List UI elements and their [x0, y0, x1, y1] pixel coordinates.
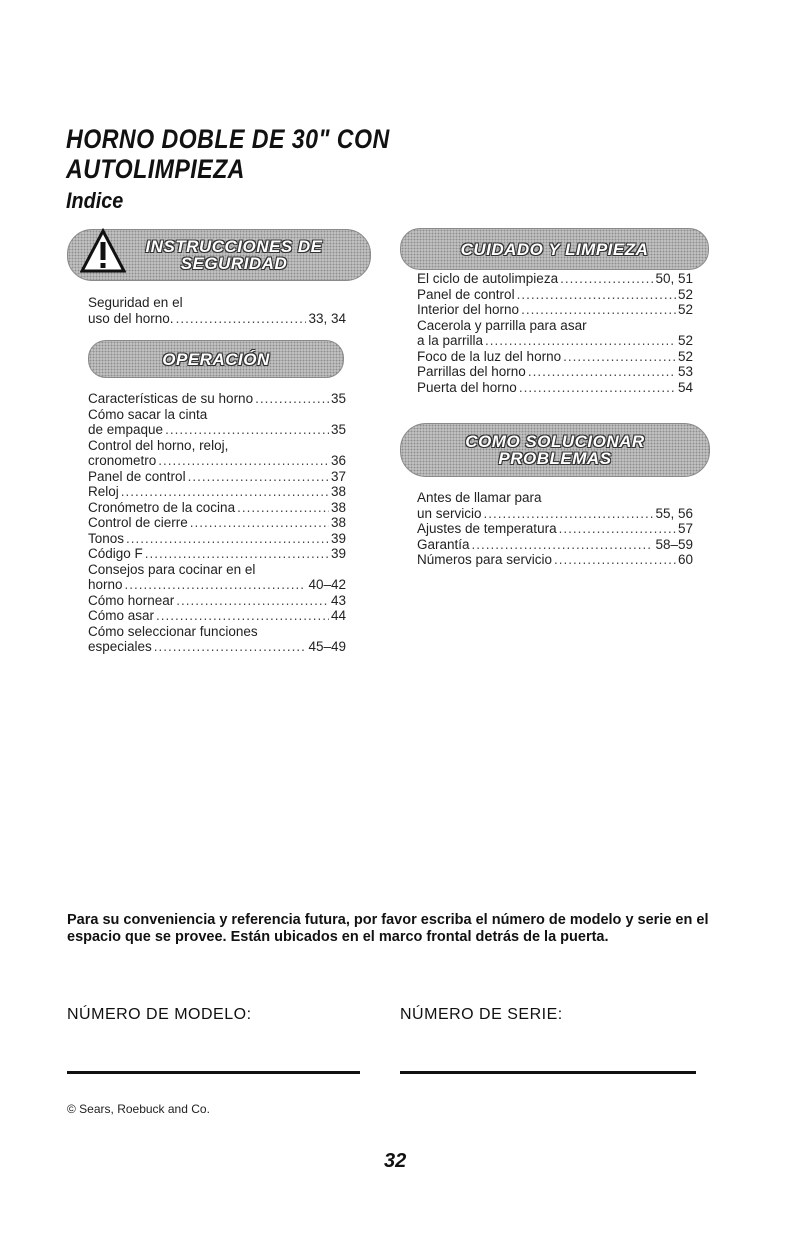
- toc-entry: [88, 531, 346, 547]
- section-banner-cuidado: [400, 228, 709, 270]
- toc-entry-page: 52: [677, 302, 693, 317]
- toc-entry-page: 40–42: [308, 577, 346, 592]
- toc-entry-label: Números para servicio: [417, 552, 553, 567]
- toc-entry-label: especiales: [88, 639, 152, 654]
- model-serial-note: Para su conveniencia y referencia futura, por favor escriba el número de modelo y serie en el espacio que se provee. Están ubicados en el marco frontal detrás de la puerta.: [67, 912, 709, 945]
- serial-number-line: [400, 1071, 696, 1074]
- toc-entry: [88, 577, 346, 593]
- toc-entry-page: 53: [677, 364, 693, 379]
- toc-entry-label: Foco de la luz del horno: [417, 348, 562, 364]
- toc-entry: [88, 515, 346, 531]
- toc-leader-dots: [176, 593, 329, 609]
- toc-entry: [88, 593, 346, 609]
- model-number-line: [67, 1071, 360, 1074]
- toc-leader-dots: [559, 521, 676, 537]
- toc-entry-label: Características de su horno: [88, 391, 254, 406]
- toc-entry-label: horno: [88, 577, 123, 592]
- banner-operacion-label: OPERACIÓN: [162, 349, 270, 369]
- toc-leader-dots: [560, 271, 653, 287]
- toc-entry: [88, 500, 346, 516]
- toc-entry-label: de empaque: [88, 422, 164, 437]
- toc-entry: [88, 453, 346, 469]
- toc-entry: [88, 469, 346, 485]
- toc-leader-dots: [521, 302, 676, 318]
- toc-entry-page: 38: [330, 484, 346, 499]
- toc-entry: [417, 349, 693, 365]
- toc-entry-label: Panel de control: [417, 286, 515, 302]
- toc-entry: [88, 311, 346, 327]
- toc-entry-page: 52: [677, 333, 693, 348]
- toc-entry: [417, 287, 693, 303]
- title-line-1: HORNO DOBLE DE 30" CON: [66, 124, 390, 154]
- toc-entry-label: Tonos: [88, 530, 125, 546]
- toc-entry-page: 35: [330, 422, 346, 437]
- toc-leader-dots: [126, 531, 329, 547]
- warning-icon: [80, 228, 126, 274]
- toc-entry-page: 38: [330, 515, 346, 530]
- toc-entry-label: cronometro: [88, 453, 157, 468]
- toc-entry: [88, 562, 346, 578]
- toc-leader-dots: [188, 469, 329, 485]
- toc-entry-page: 35: [330, 391, 346, 406]
- toc-entry-label: Cómo sacar la cinta: [88, 406, 208, 422]
- toc-entry-label: Control del horno, reloj,: [88, 437, 229, 453]
- toc-entry-label: Cómo hornear: [88, 592, 175, 608]
- toc-leader-dots: [158, 453, 329, 469]
- toc-entry-label: Control de cierre: [88, 515, 188, 530]
- toc-entry-label: Puerta del horno: [417, 379, 517, 395]
- toc-entry-label: a la parrilla: [417, 333, 484, 348]
- toc-leader-dots: [472, 537, 654, 553]
- toc-entry: [417, 490, 693, 506]
- toc-entry-label: Reloj: [88, 484, 119, 499]
- toc-entry: [417, 333, 693, 349]
- model-number-label: NÚMERO DE MODELO:: [67, 1006, 252, 1023]
- toc-entry-label: El ciclo de autolimpieza: [417, 271, 559, 286]
- toc-leader-dots: [485, 333, 676, 349]
- toc-entry-label: un servicio: [417, 505, 482, 521]
- toc-entry-page: 43: [330, 592, 346, 608]
- banner-problemas-label: COMO SOLUCIONAR PROBLEMAS: [465, 432, 645, 468]
- toc-entry-label: Panel de control: [88, 468, 186, 484]
- toc-leader-dots: [519, 380, 676, 396]
- toc-entry-page: 50, 51: [655, 271, 693, 286]
- toc-entry-label: Cronómetro de la cocina: [88, 499, 236, 515]
- section-banner-operacion: [88, 340, 344, 378]
- toc-entry-label: Parrillas del horno: [417, 364, 526, 379]
- toc-entry-label: Cacerola y parrilla para asar: [417, 317, 587, 333]
- toc-entry: [88, 391, 346, 407]
- toc-entry-label: Ajustes de temperatura: [417, 521, 557, 536]
- toc-leader-dots: [156, 608, 329, 624]
- toc-leader-dots: [176, 311, 307, 327]
- toc-entry: [417, 506, 693, 522]
- serial-number-label: NÚMERO DE SERIE:: [400, 1006, 563, 1023]
- title-line-2: AUTOLIMPIEZA: [66, 154, 245, 184]
- toc-leader-dots: [528, 364, 676, 380]
- toc-entry-page: 38: [330, 499, 346, 515]
- toc-entry-page: 44: [330, 608, 346, 623]
- toc-entry: [417, 364, 693, 380]
- toc-entry-label: Interior del horno: [417, 302, 520, 317]
- toc-leader-dots: [190, 515, 329, 531]
- toc-entry-label: Garantía: [417, 536, 470, 552]
- banner-seguridad-label: INSTRUCCIONES DE SEGURIDAD: [145, 237, 323, 273]
- toc-entry: [88, 484, 346, 500]
- toc-entry: [88, 422, 346, 438]
- toc-entry: [88, 438, 346, 454]
- toc-entry: [417, 302, 693, 318]
- page-title: [66, 124, 390, 184]
- index-heading: Indice: [66, 188, 124, 213]
- toc-entry-label: Consejos para cocinar en el: [88, 561, 256, 577]
- toc-entry: [88, 639, 346, 655]
- toc-entry-label: Antes de llamar para: [417, 490, 542, 505]
- toc-entry-page: 58–59: [655, 536, 693, 552]
- toc-entry-page: 52: [677, 286, 693, 302]
- toc-entry: [88, 407, 346, 423]
- section-banner-problemas: [400, 423, 710, 477]
- toc-entry-label: Cómo asar: [88, 608, 155, 623]
- toc-entry-page: 45–49: [308, 639, 346, 654]
- toc-seguridad: [88, 295, 346, 326]
- toc-leader-dots: [237, 500, 329, 516]
- toc-entry: [417, 552, 693, 568]
- toc-entry: [417, 271, 693, 287]
- toc-leader-dots: [554, 552, 676, 568]
- toc-entry-label: uso del horno.: [88, 310, 174, 326]
- toc-leader-dots: [121, 484, 329, 500]
- toc-entry-page: 60: [677, 552, 693, 567]
- toc-entry-page: 57: [677, 521, 693, 536]
- toc-leader-dots: [255, 391, 329, 407]
- toc-entry-page: 39: [330, 530, 346, 546]
- toc-leader-dots: [563, 349, 676, 365]
- toc-entry: [88, 546, 346, 562]
- toc-operacion: [88, 391, 346, 655]
- page-number: 32: [384, 1150, 407, 1172]
- toc-entry-page: 52: [677, 348, 693, 364]
- toc-entry: [88, 608, 346, 624]
- toc-leader-dots: [154, 639, 307, 655]
- banner-cuidado-label: CUIDADO Y LIMPIEZA: [460, 239, 649, 259]
- toc-leader-dots: [145, 546, 329, 562]
- toc-entry: [417, 537, 693, 553]
- toc-entry: [88, 295, 346, 311]
- toc-entry: [88, 624, 346, 640]
- toc-cuidado: [417, 271, 693, 395]
- copyright: © Sears, Roebuck and Co.: [67, 1102, 210, 1116]
- toc-leader-dots: [165, 422, 329, 438]
- toc-leader-dots: [484, 506, 654, 522]
- toc-entry-page: 36: [330, 453, 346, 468]
- toc-entry-label: Seguridad en el: [88, 295, 183, 310]
- toc-entry-page: 33, 34: [308, 310, 346, 326]
- toc-entry-page: 55, 56: [655, 505, 693, 521]
- toc-leader-dots: [125, 577, 307, 593]
- toc-leader-dots: [517, 287, 676, 303]
- toc-entry-page: 54: [677, 379, 693, 395]
- toc-problemas: [417, 490, 693, 568]
- toc-entry: [417, 318, 693, 334]
- toc-entry-label: Código F: [88, 546, 143, 561]
- toc-entry-label: Cómo seleccionar funciones: [88, 623, 258, 639]
- toc-entry: [417, 521, 693, 537]
- toc-entry: [417, 380, 693, 396]
- toc-entry-page: 39: [330, 546, 346, 561]
- toc-entry-page: 37: [330, 468, 346, 484]
